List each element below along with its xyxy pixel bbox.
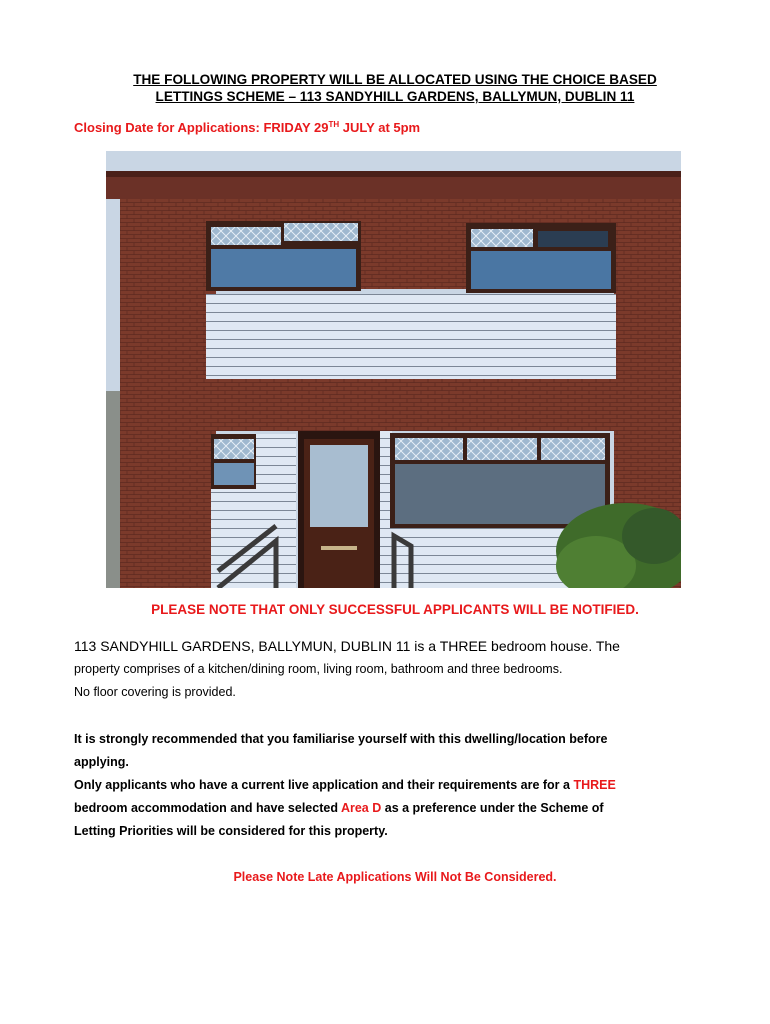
title-line-2: LETTINGS SCHEME – 113 SANDYHILL GARDENS, BALLYMUN, DUBLIN 11 [155, 89, 635, 104]
description-line-1: 113 SANDYHILL GARDENS, BALLYMUN, DUBLIN 11 is a THREE bedroom house. The [74, 638, 620, 654]
requirement-line-2 [74, 801, 604, 815]
requirement-line-3: Letting Priorities will be considered for this property. [74, 824, 388, 838]
requirement-text-2b: as a preference under the Scheme of [381, 801, 604, 815]
recommendation-line-2: applying. [74, 755, 129, 769]
closing-prefix: Closing Date for Applications: FRIDAY 29 [74, 120, 329, 135]
requirement-text-2a: bedroom accommodation and have selected [74, 801, 341, 815]
closing-date [74, 120, 420, 135]
late-applications-notice: Please Note Late Applications Will Not Be Considered. [233, 870, 557, 884]
requirement-highlight-area: Area D [340, 801, 382, 815]
requirement-text-1: Only applicants who have a current live application and their requirements are for a [74, 778, 574, 792]
description-line-2: property comprises of a kitchen/dining room, living room, bathroom and three bedrooms. [74, 662, 563, 676]
description-line-3: No floor covering is provided. [74, 685, 236, 699]
document-title [60, 71, 730, 105]
title-line-1: THE FOLLOWING PROPERTY WILL BE ALLOCATED USING THE CHOICE BASED [133, 72, 657, 87]
closing-sup: TH [328, 120, 340, 129]
closing-suffix: JULY at 5pm [339, 120, 421, 135]
requirement-highlight-bedrooms: THREE [573, 778, 616, 792]
recommendation-line-1: It is strongly recommended that you familiarise yourself with this dwelling/location before [74, 732, 608, 746]
property-photo [106, 151, 681, 588]
notice-successful-applicants: PLEASE NOTE THAT ONLY SUCCESSFUL APPLICANTS WILL BE NOTIFIED. [151, 602, 639, 617]
requirement-line-1 [74, 778, 616, 792]
